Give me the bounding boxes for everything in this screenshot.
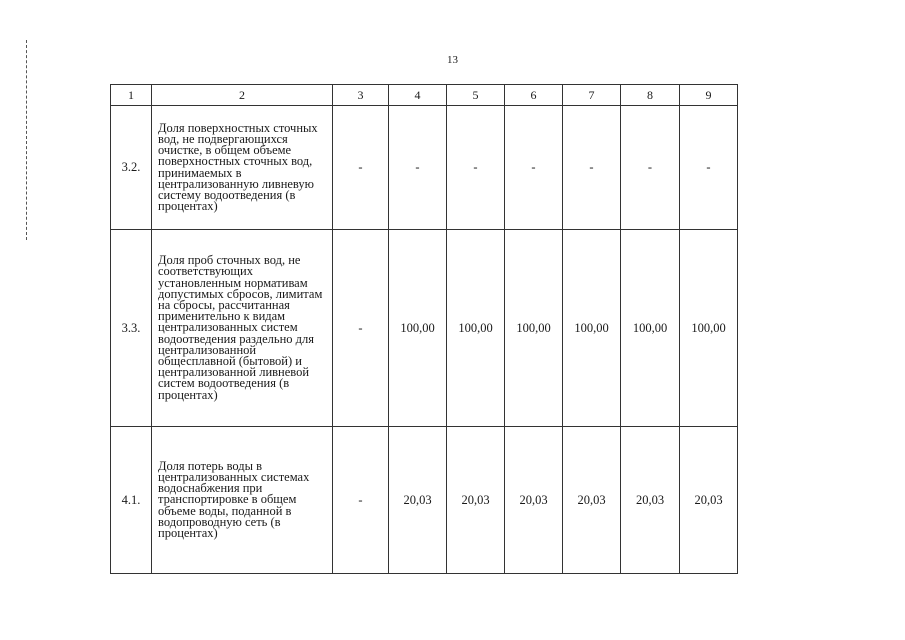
header-cell: 3 — [333, 85, 389, 106]
row-description — [152, 106, 333, 230]
value-cell: - — [333, 427, 389, 574]
value-cell: 100,00 — [680, 230, 738, 427]
row-description-text: Доля потерь воды в централизованных системах водоснабжения при транспортировке в общем объеме воды, поданной в водопроводную сеть (в процентах) — [158, 458, 310, 540]
row-description — [152, 230, 333, 427]
value-cell: 20,03 — [621, 427, 680, 574]
header-cell: 5 — [447, 85, 505, 106]
header-cell: 7 — [563, 85, 621, 106]
value-cell: - — [621, 106, 680, 230]
value-cell: 100,00 — [621, 230, 680, 427]
indicator-table — [110, 84, 738, 574]
margin-line — [26, 40, 28, 240]
value-cell: - — [447, 106, 505, 230]
value-cell: - — [333, 230, 389, 427]
value-cell: - — [505, 106, 563, 230]
row-number: 3.3. — [111, 230, 152, 427]
header-cell: 8 — [621, 85, 680, 106]
value-cell: 100,00 — [505, 230, 563, 427]
table-row — [111, 106, 738, 230]
value-cell: 20,03 — [680, 427, 738, 574]
page-number: 13 — [447, 54, 458, 66]
value-cell: 100,00 — [389, 230, 447, 427]
header-cell: 9 — [680, 85, 738, 106]
value-cell: 100,00 — [447, 230, 505, 427]
header-cell: 2 — [152, 85, 333, 106]
value-cell: - — [389, 106, 447, 230]
value-cell: 20,03 — [505, 427, 563, 574]
row-description — [152, 427, 333, 574]
value-cell: 20,03 — [447, 427, 505, 574]
value-cell: 100,00 — [563, 230, 621, 427]
header-cell: 1 — [111, 85, 152, 106]
value-cell: 20,03 — [563, 427, 621, 574]
value-cell: 20,03 — [389, 427, 447, 574]
table-row — [111, 427, 738, 574]
value-cell: - — [333, 106, 389, 230]
value-cell: - — [680, 106, 738, 230]
row-number: 4.1. — [111, 427, 152, 574]
header-cell: 4 — [389, 85, 447, 106]
row-description-text: Доля проб сточных вод, не соответствующих установленным нормативам допустимых сбросов, лимитам на сбросы, рассчитанная применительно к видам централизованных систем водоотведения раздельно для централизованной общесплавной (бытовой) и централизованной ливневой систем водоотведения (в процентах) — [158, 253, 323, 402]
header-row — [111, 85, 738, 106]
row-description-text: Доля поверхностных сточных вод, не подвергающихся очистке, в общем объеме поверхностных сточных вод, принимаемых в централизованную ливневую систему водоотведения (в процентах) — [158, 120, 318, 214]
value-cell: - — [563, 106, 621, 230]
header-cell: 6 — [505, 85, 563, 106]
table-row — [111, 230, 738, 427]
row-number: 3.2. — [111, 106, 152, 230]
